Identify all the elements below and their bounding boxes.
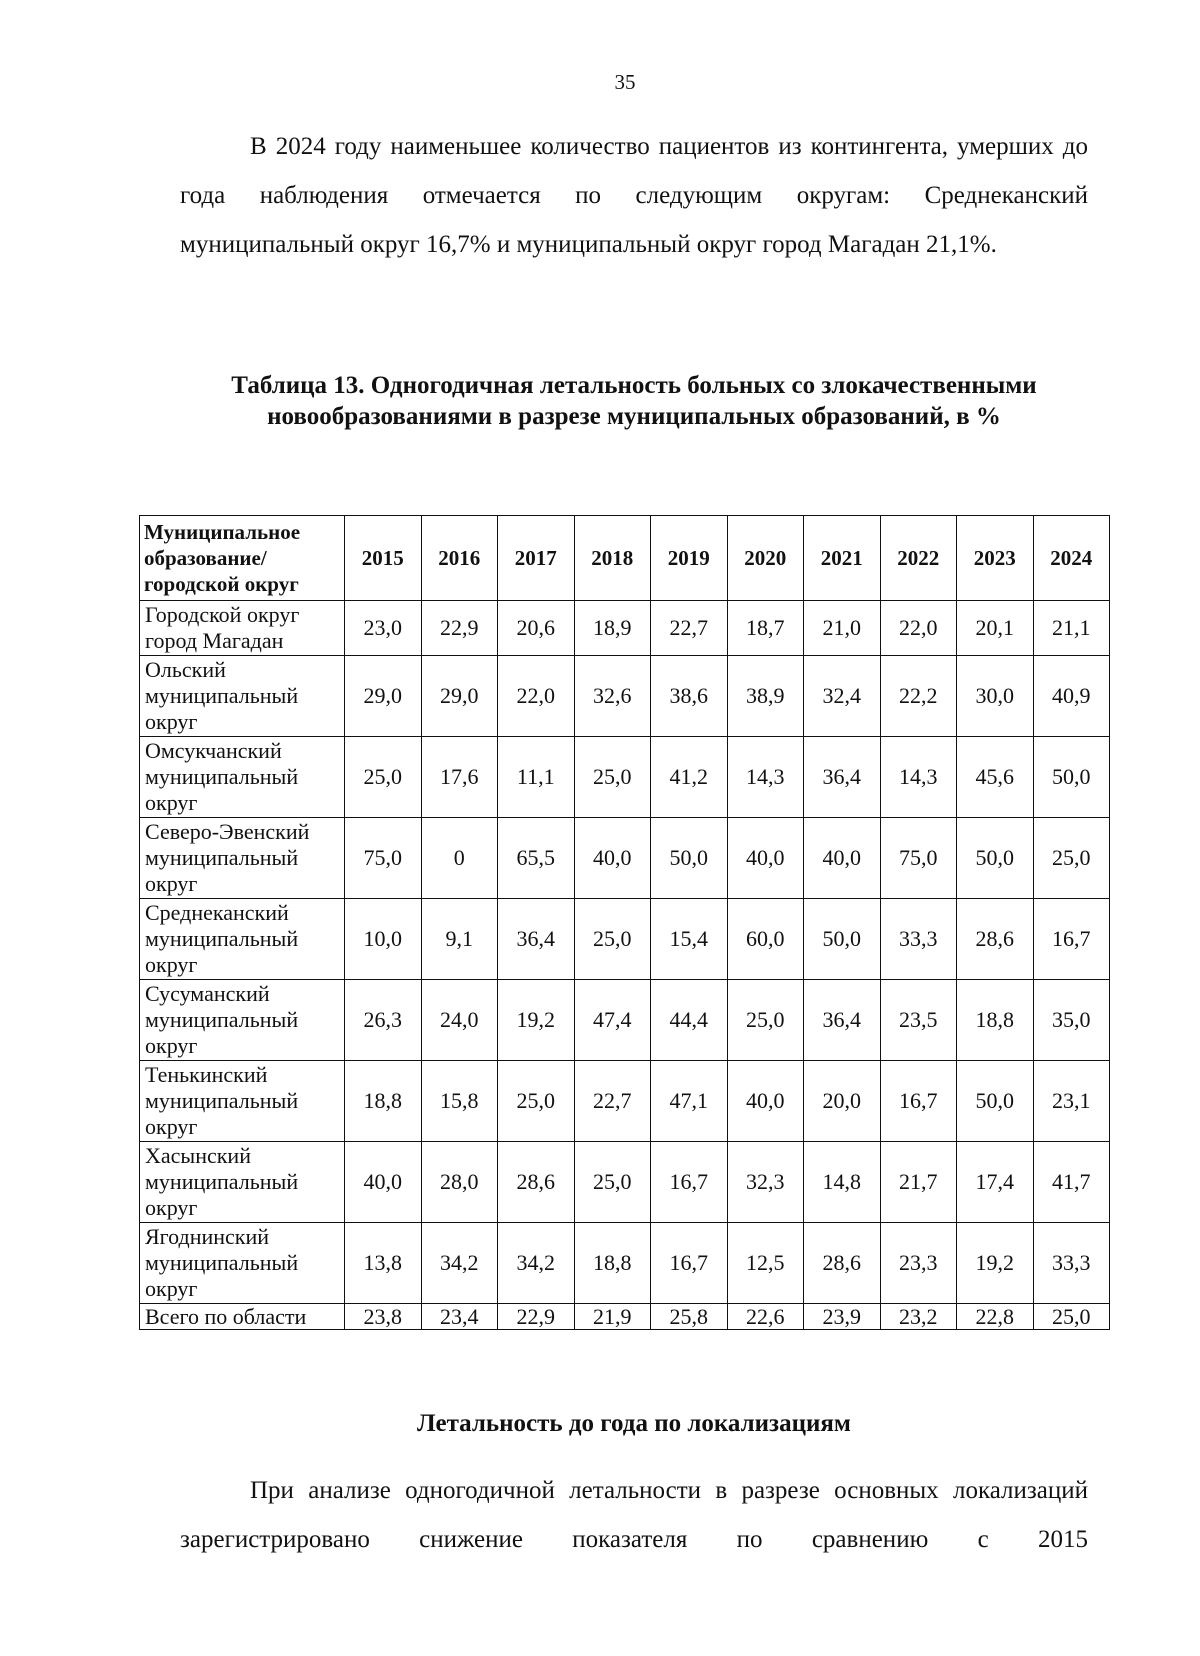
region-cell: Сусуманский муниципальный округ	[140, 980, 345, 1061]
total-row	[140, 1304, 1110, 1330]
region-cell: Ягоднинский муниципальный округ	[140, 1223, 345, 1304]
total-value-cell: 21,9	[574, 1304, 651, 1330]
header-year: 2016	[421, 516, 498, 601]
value-cell: 18,8	[574, 1223, 651, 1304]
value-cell: 21,7	[880, 1142, 957, 1223]
value-cell: 36,4	[498, 899, 575, 980]
header-year: 2021	[804, 516, 881, 601]
value-cell: 14,3	[727, 737, 804, 818]
header-year: 2023	[957, 516, 1034, 601]
value-cell: 20,1	[957, 601, 1034, 656]
value-cell: 23,0	[345, 601, 422, 656]
value-cell: 25,0	[498, 1061, 575, 1142]
value-cell: 21,0	[804, 601, 881, 656]
value-cell: 16,7	[880, 1061, 957, 1142]
header-year: 2018	[574, 516, 651, 601]
value-cell: 50,0	[957, 1061, 1034, 1142]
page-number: 35	[614, 70, 636, 94]
value-cell: 40,9	[1033, 656, 1110, 737]
value-cell: 41,7	[1033, 1142, 1110, 1223]
total-value-cell: 22,8	[957, 1304, 1034, 1330]
header-year: 2017	[498, 516, 575, 601]
value-cell: 25,0	[345, 737, 422, 818]
value-cell: 22,0	[880, 601, 957, 656]
total-value-cell: 25,8	[651, 1304, 728, 1330]
value-cell: 14,3	[880, 737, 957, 818]
value-cell: 25,0	[574, 1142, 651, 1223]
table-title: Таблица 13. Одногодичная летальность больных со злокачественными новообразованиями в разрезе муниципальных образований, в %	[231, 372, 1037, 430]
value-cell: 0	[421, 818, 498, 899]
header-region: Муниципальное образование/городской округ	[140, 516, 345, 601]
value-cell: 21,1	[1033, 601, 1110, 656]
total-value-cell: 23,4	[421, 1304, 498, 1330]
value-cell: 33,3	[880, 899, 957, 980]
table-row	[140, 737, 1110, 818]
region-cell: Хасынский муниципальный округ	[140, 1142, 345, 1223]
region-cell: Тенькинский муниципальный округ	[140, 1061, 345, 1142]
value-cell: 60,0	[727, 899, 804, 980]
value-cell: 20,0	[804, 1061, 881, 1142]
value-cell: 47,1	[651, 1061, 728, 1142]
value-cell: 12,5	[727, 1223, 804, 1304]
value-cell: 40,0	[345, 1142, 422, 1223]
value-cell: 16,7	[1033, 899, 1110, 980]
value-cell: 40,0	[804, 818, 881, 899]
value-cell: 32,3	[727, 1142, 804, 1223]
value-cell: 75,0	[880, 818, 957, 899]
value-cell: 29,0	[345, 656, 422, 737]
section-heading: Летальность до года по локализациям	[417, 1410, 851, 1437]
value-cell: 25,0	[574, 737, 651, 818]
table-row	[140, 656, 1110, 737]
value-cell: 32,4	[804, 656, 881, 737]
header-year: 2019	[651, 516, 728, 601]
intro-paragraph: В 2024 году наименьшее количество пациентов из контингента, умерших до года наблюдения отмечается по следующим округам: Среднеканский муниципальный округ 16,7% и муниципальный округ город Магадан 21,1%.	[180, 133, 1088, 258]
total-value-cell: 22,9	[498, 1304, 575, 1330]
value-cell: 50,0	[804, 899, 881, 980]
value-cell: 28,6	[804, 1223, 881, 1304]
value-cell: 23,5	[880, 980, 957, 1061]
value-cell: 29,0	[421, 656, 498, 737]
value-cell: 14,8	[804, 1142, 881, 1223]
value-cell: 22,9	[421, 601, 498, 656]
value-cell: 18,9	[574, 601, 651, 656]
value-cell: 47,4	[574, 980, 651, 1061]
value-cell: 50,0	[1033, 737, 1110, 818]
table-body	[140, 601, 1110, 1330]
value-cell: 50,0	[957, 818, 1034, 899]
value-cell: 28,6	[957, 899, 1034, 980]
value-cell: 44,4	[651, 980, 728, 1061]
value-cell: 20,6	[498, 601, 575, 656]
value-cell: 28,6	[498, 1142, 575, 1223]
table-row	[140, 980, 1110, 1061]
value-cell: 23,3	[880, 1223, 957, 1304]
value-cell: 23,1	[1033, 1061, 1110, 1142]
value-cell: 40,0	[574, 818, 651, 899]
value-cell: 45,6	[957, 737, 1034, 818]
value-cell: 16,7	[651, 1142, 728, 1223]
region-cell: Северо-Эвенский муниципальный округ	[140, 818, 345, 899]
table-row	[140, 1142, 1110, 1223]
value-cell: 22,7	[651, 601, 728, 656]
value-cell: 15,8	[421, 1061, 498, 1142]
total-value-cell: 23,9	[804, 1304, 881, 1330]
value-cell: 18,7	[727, 601, 804, 656]
total-value-cell: 23,2	[880, 1304, 957, 1330]
value-cell: 65,5	[498, 818, 575, 899]
total-label-cell: Всего по области	[140, 1304, 345, 1330]
outro-paragraph: При анализе одногодичной летальности в разрезе основных локализаций зарегистрировано снижение показателя по сравнению с 2015	[180, 1477, 1088, 1553]
header-year: 2024	[1033, 516, 1110, 601]
value-cell: 34,2	[498, 1223, 575, 1304]
value-cell: 16,7	[651, 1223, 728, 1304]
value-cell: 30,0	[957, 656, 1034, 737]
total-value-cell: 23,8	[345, 1304, 422, 1330]
value-cell: 28,0	[421, 1142, 498, 1223]
value-cell: 40,0	[727, 818, 804, 899]
value-cell: 11,1	[498, 737, 575, 818]
value-cell: 34,2	[421, 1223, 498, 1304]
value-cell: 19,2	[957, 1223, 1034, 1304]
lethality-table	[139, 515, 1110, 1330]
header-year: 2015	[345, 516, 422, 601]
value-cell: 36,4	[804, 980, 881, 1061]
value-cell: 17,4	[957, 1142, 1034, 1223]
value-cell: 18,8	[957, 980, 1034, 1061]
value-cell: 22,0	[498, 656, 575, 737]
value-cell: 13,8	[345, 1223, 422, 1304]
value-cell: 38,9	[727, 656, 804, 737]
region-cell: Ольский муниципальный округ	[140, 656, 345, 737]
value-cell: 41,2	[651, 737, 728, 818]
table-row	[140, 1223, 1110, 1304]
value-cell: 10,0	[345, 899, 422, 980]
value-cell: 17,6	[421, 737, 498, 818]
value-cell: 75,0	[345, 818, 422, 899]
region-cell: Омсукчанский муниципальный округ	[140, 737, 345, 818]
value-cell: 19,2	[498, 980, 575, 1061]
region-cell: Городской округ город Магадан	[140, 601, 345, 656]
value-cell: 9,1	[421, 899, 498, 980]
value-cell: 26,3	[345, 980, 422, 1061]
table-row	[140, 818, 1110, 899]
value-cell: 40,0	[727, 1061, 804, 1142]
value-cell: 25,0	[727, 980, 804, 1061]
value-cell: 24,0	[421, 980, 498, 1061]
table-header-row	[140, 516, 1110, 601]
value-cell: 25,0	[1033, 818, 1110, 899]
value-cell: 32,6	[574, 656, 651, 737]
value-cell: 15,4	[651, 899, 728, 980]
region-cell: Среднеканский муниципальный округ	[140, 899, 345, 980]
value-cell: 22,2	[880, 656, 957, 737]
header-year: 2020	[727, 516, 804, 601]
value-cell: 22,7	[574, 1061, 651, 1142]
table-row	[140, 899, 1110, 980]
value-cell: 18,8	[345, 1061, 422, 1142]
value-cell: 25,0	[574, 899, 651, 980]
value-cell: 50,0	[651, 818, 728, 899]
value-cell: 33,3	[1033, 1223, 1110, 1304]
value-cell: 38,6	[651, 656, 728, 737]
value-cell: 35,0	[1033, 980, 1110, 1061]
table-row	[140, 1061, 1110, 1142]
header-year: 2022	[880, 516, 957, 601]
total-value-cell: 22,6	[727, 1304, 804, 1330]
total-value-cell: 25,0	[1033, 1304, 1110, 1330]
value-cell: 36,4	[804, 737, 881, 818]
table-row	[140, 601, 1110, 656]
